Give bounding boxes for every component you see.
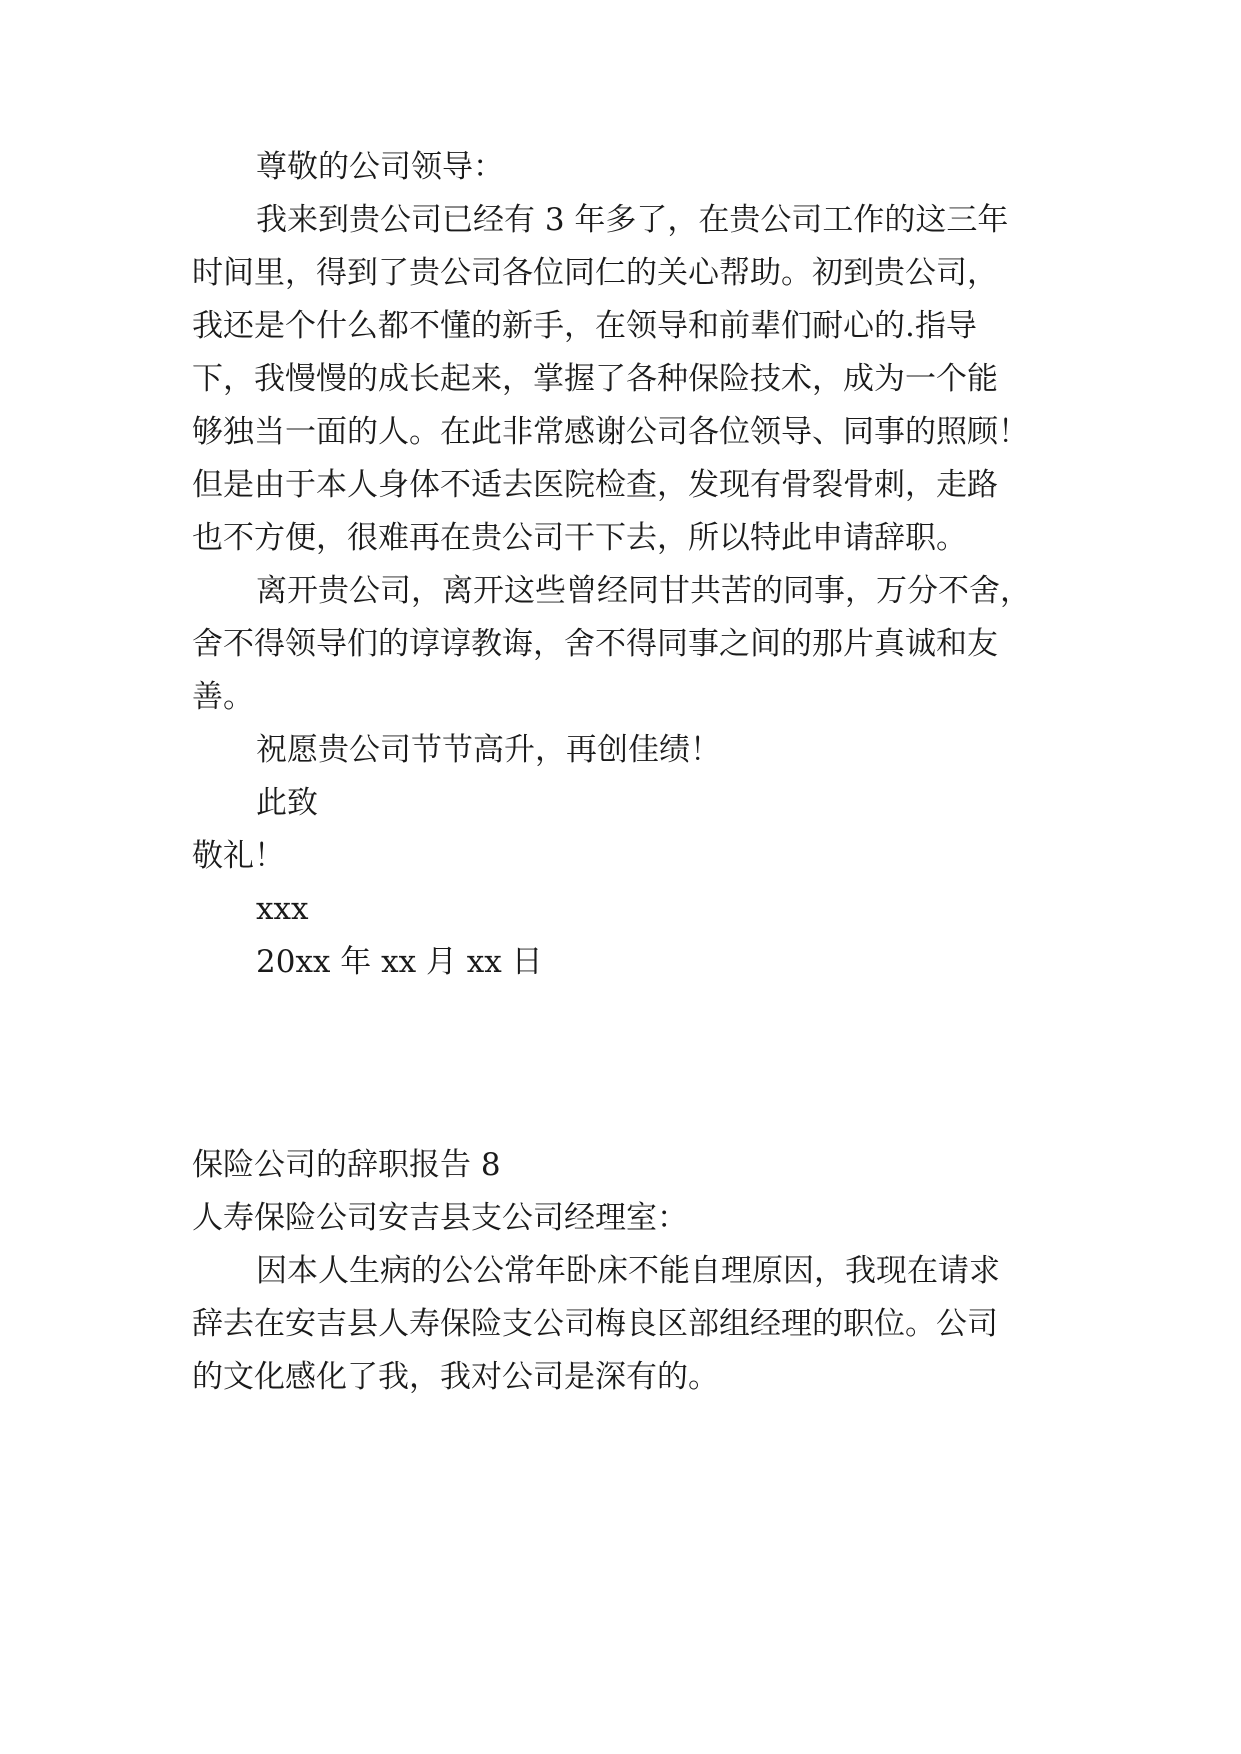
paragraph-line: 离开贵公司，离开这些曾经同甘共苦的同事，万分不舍， bbox=[256, 573, 1031, 609]
letter-greeting: 尊敬的公司领导： bbox=[256, 149, 504, 185]
letter-date: 20xx 年 xx 月 xx 日 bbox=[256, 944, 543, 980]
paragraph-line: 辞去在安吉县人寿保险支公司梅良区部组经理的职位。公司 bbox=[192, 1306, 998, 1342]
paragraph-line: 我来到贵公司已经有 3 年多了，在贵公司工作的这三年 bbox=[256, 202, 1009, 238]
section-title: 保险公司的辞职报告 8 bbox=[192, 1147, 501, 1183]
closing-wish: 祝愿贵公司节节高升，再创佳绩！ bbox=[256, 732, 721, 768]
paragraph-line: 也不方便，很难再在贵公司干下去，所以特此申请辞职。 bbox=[192, 520, 967, 556]
paragraph-line: 善。 bbox=[192, 679, 254, 715]
paragraph-line: 的文化感化了我，我对公司是深有的。 bbox=[192, 1359, 719, 1395]
letter-recipient: 人寿保险公司安吉县支公司经理室： bbox=[192, 1200, 688, 1236]
paragraph-line: 但是由于本人身体不适去医院检查，发现有骨裂骨刺，走路 bbox=[192, 467, 998, 503]
paragraph-line: 时间里，得到了贵公司各位同仁的关心帮助。初到贵公司， bbox=[192, 255, 998, 291]
paragraph-line: 我还是个什么都不懂的新手，在领导和前辈们耐心的.指导 bbox=[192, 308, 977, 344]
paragraph-line: 够独当一面的人。在此非常感谢公司各位领导、同事的照顾！ bbox=[192, 414, 1029, 450]
closing-salute: 敬礼！ bbox=[192, 838, 285, 874]
closing-line: 此致 bbox=[256, 785, 318, 821]
paragraph-line: 舍不得领导们的谆谆教诲，舍不得同事之间的那片真诚和友 bbox=[192, 626, 998, 662]
paragraph-line: 因本人生病的公公常年卧床不能自理原因，我现在请求 bbox=[256, 1253, 1000, 1289]
paragraph-line: 下，我慢慢的成长起来，掌握了各种保险技术，成为一个能 bbox=[192, 361, 998, 397]
signature: xxx bbox=[256, 891, 309, 927]
